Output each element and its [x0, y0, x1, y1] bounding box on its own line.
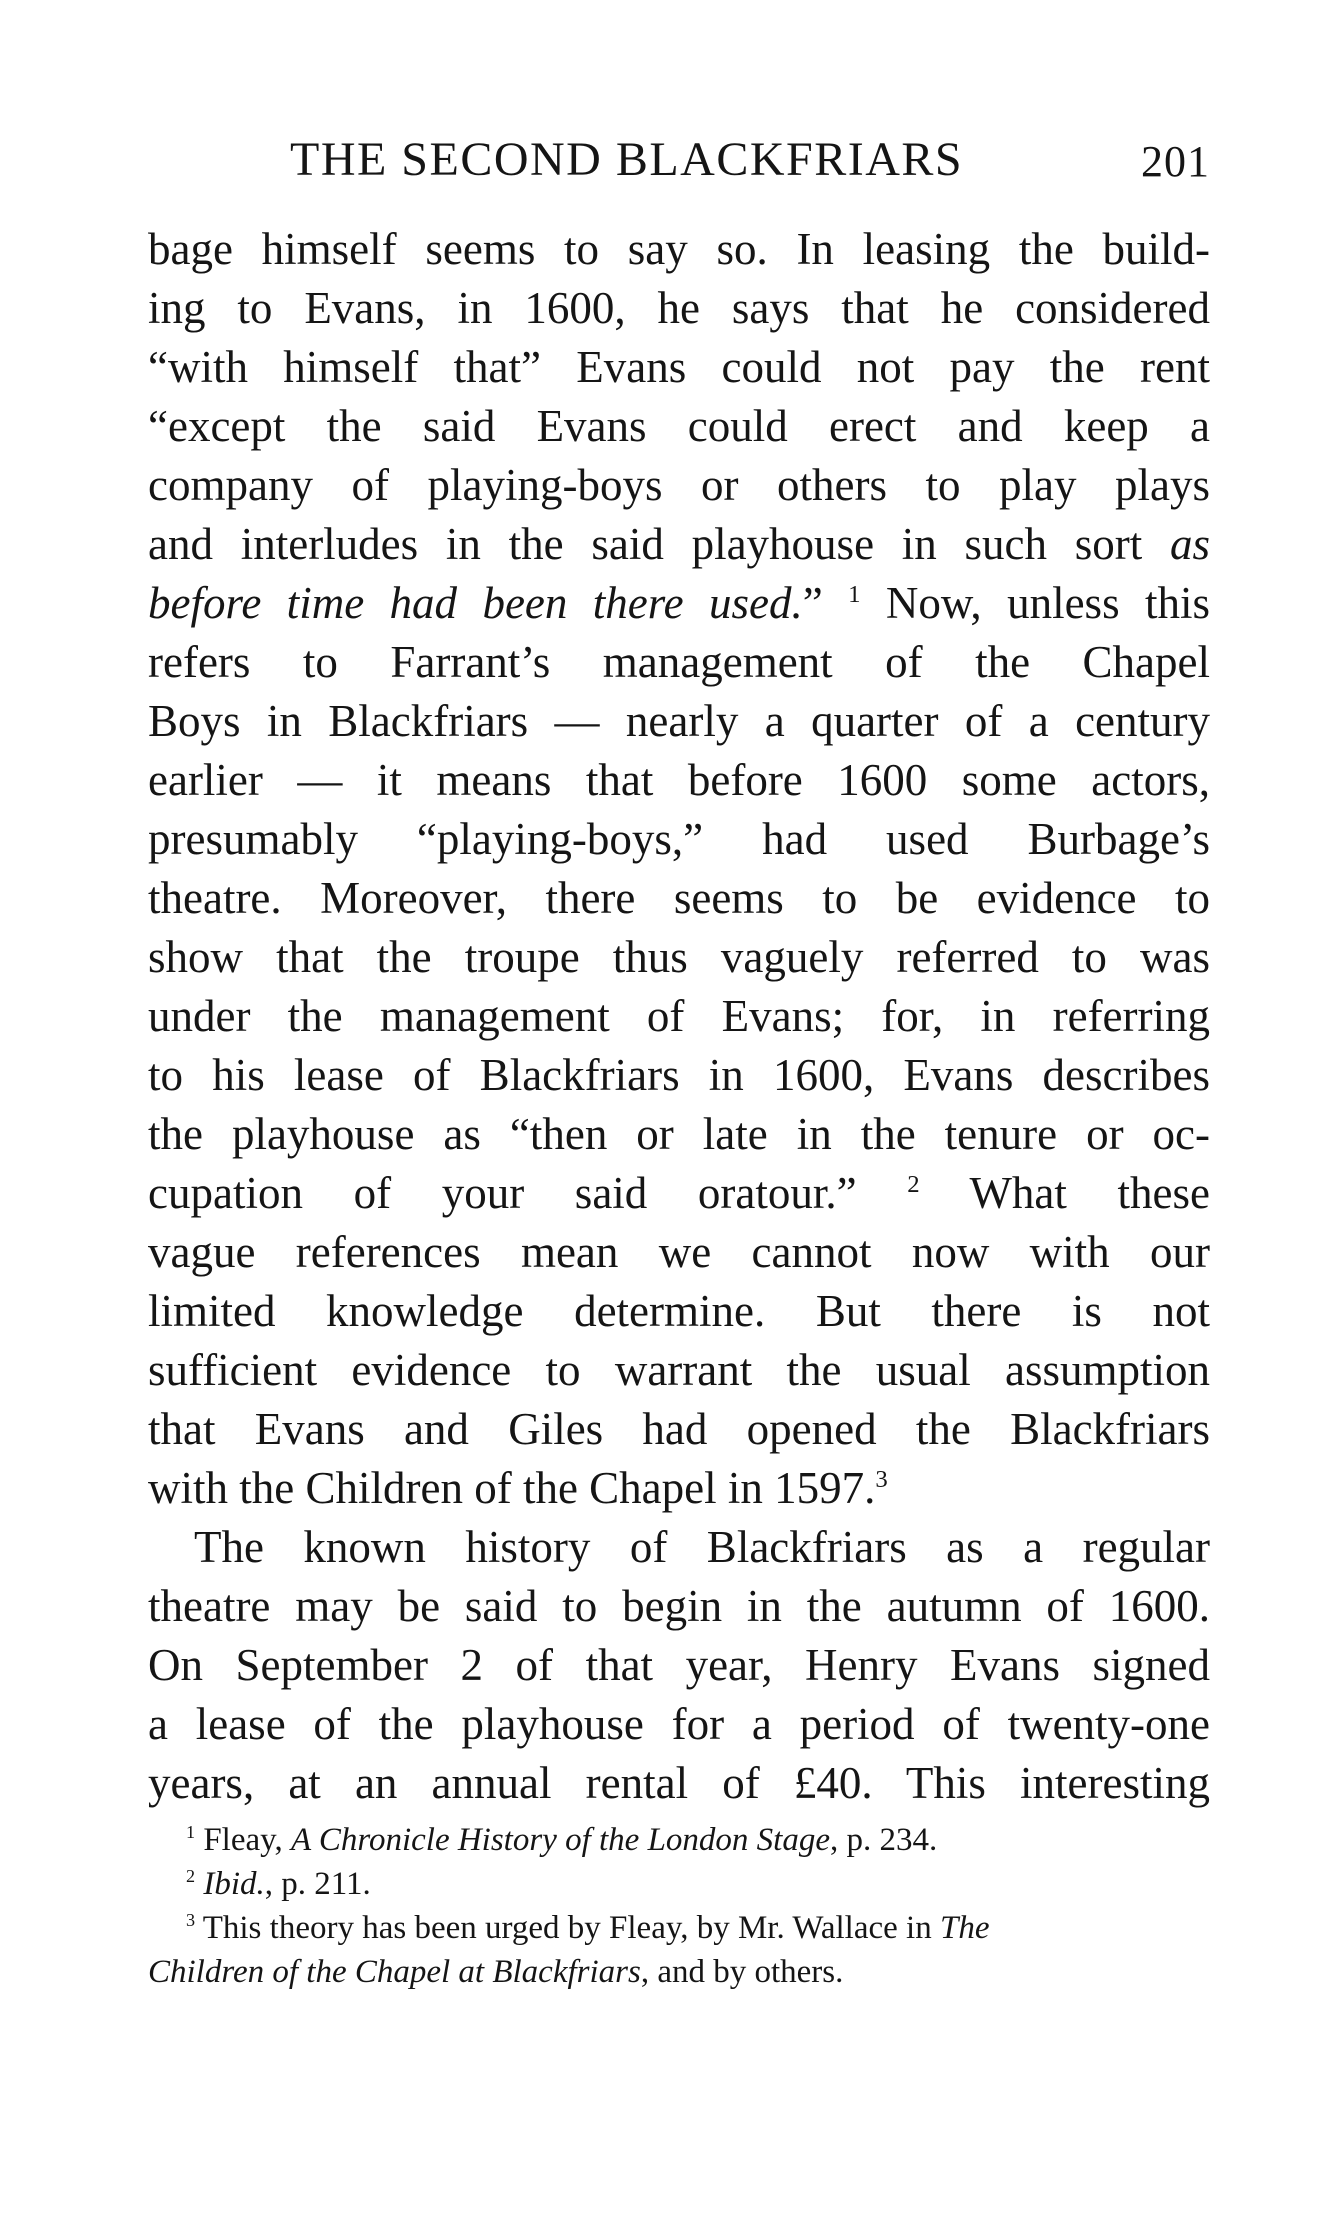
italic-text: Ibid.	[203, 1866, 265, 1902]
text-line: company of playing-boys or others to play plays	[148, 460, 1210, 510]
text-line: limited knowledge determine. But there is not	[148, 1286, 1210, 1336]
italic-text: The	[939, 1910, 990, 1946]
running-header	[148, 132, 1210, 188]
text-line: and interludes in the said playhouse in such sort as	[148, 519, 1211, 569]
text-line: with the Children of the Chapel in 1597.$^3$	[148, 1463, 888, 1513]
page-number: 201	[1141, 137, 1210, 186]
text-line: before time had been there used.” $^1$ Now, unless this	[148, 578, 1210, 628]
italic-text: Children of the Chapel at Blackfriars	[148, 1954, 641, 1990]
body-text	[148, 220, 1210, 1813]
footnotes	[148, 1818, 1210, 1994]
text-line: that Evans and Giles had opened the Blackfriars	[148, 1404, 1210, 1454]
italic-text: before time had been there used.	[148, 578, 803, 628]
footnote-ref-3[interactable]: 3	[875, 1466, 888, 1493]
text-line: under the management of Evans; for, in referring	[148, 991, 1210, 1041]
footnote-marker: 2	[186, 1866, 196, 1886]
text-line: years, at an annual rental of £40. This interesting	[148, 1758, 1210, 1808]
footnote-1: $^1$ Fleay, A Chronicle History of the London Stage, p. 234.	[186, 1822, 938, 1858]
footnote-ref-2[interactable]: 2	[907, 1171, 920, 1198]
text-line: presumably “playing-boys,” had used Burbage’s	[148, 814, 1210, 864]
italic-text: A Chronicle History of the London Stage	[291, 1822, 830, 1858]
text-line: bage himself seems to say so. In leasing the build-	[148, 224, 1210, 274]
text-line: a lease of the playhouse for a period of twenty-one	[148, 1699, 1210, 1749]
text-line: show that the troupe thus vaguely referred to was	[148, 932, 1210, 982]
text-line: “with himself that” Evans could not pay the rent	[148, 342, 1210, 392]
text-line: theatre. Moreover, there seems to be evidence to	[148, 873, 1210, 923]
text-line: On September 2 of that year, Henry Evans signed	[148, 1640, 1210, 1690]
text-line: “except the said Evans could erect and keep a	[148, 401, 1210, 451]
footnote-3-continued: Children of the Chapel at Blackfriars, and by others.	[148, 1954, 844, 1990]
footnote-marker: 3	[186, 1910, 196, 1930]
text-line: ing to Evans, in 1600, he says that he considered	[148, 283, 1210, 333]
text-line: vague references mean we cannot now with our	[148, 1227, 1210, 1277]
text-line: refers to Farrant’s management of the Chapel	[148, 637, 1210, 687]
footnote-marker: 1	[186, 1822, 196, 1842]
text-line: to his lease of Blackfriars in 1600, Evans describes	[148, 1050, 1210, 1100]
running-title: THE SECOND BLACKFRIARS	[290, 133, 964, 186]
text-line: Boys in Blackfriars — nearly a quarter of a century	[148, 696, 1210, 746]
text-line: the playhouse as “then or late in the tenure or oc-	[148, 1109, 1210, 1159]
text-line: sufficient evidence to warrant the usual assumption	[148, 1345, 1210, 1395]
footnote-ref-1[interactable]: 1	[848, 581, 861, 608]
text-line: The known history of Blackfriars as a regular	[194, 1522, 1210, 1572]
footnote-3: $^3$ This theory has been urged by Fleay, by Mr. Wallace in The	[186, 1910, 990, 1946]
text-line: theatre may be said to begin in the autumn of 1600.	[148, 1581, 1210, 1631]
text-line: cupation of your said oratour.” $^2$ What these	[148, 1168, 1210, 1218]
footnote-2: $^2$ Ibid., p. 211.	[186, 1866, 371, 1902]
text-line: earlier — it means that before 1600 some actors,	[148, 755, 1210, 805]
italic-text: as	[1170, 519, 1211, 569]
